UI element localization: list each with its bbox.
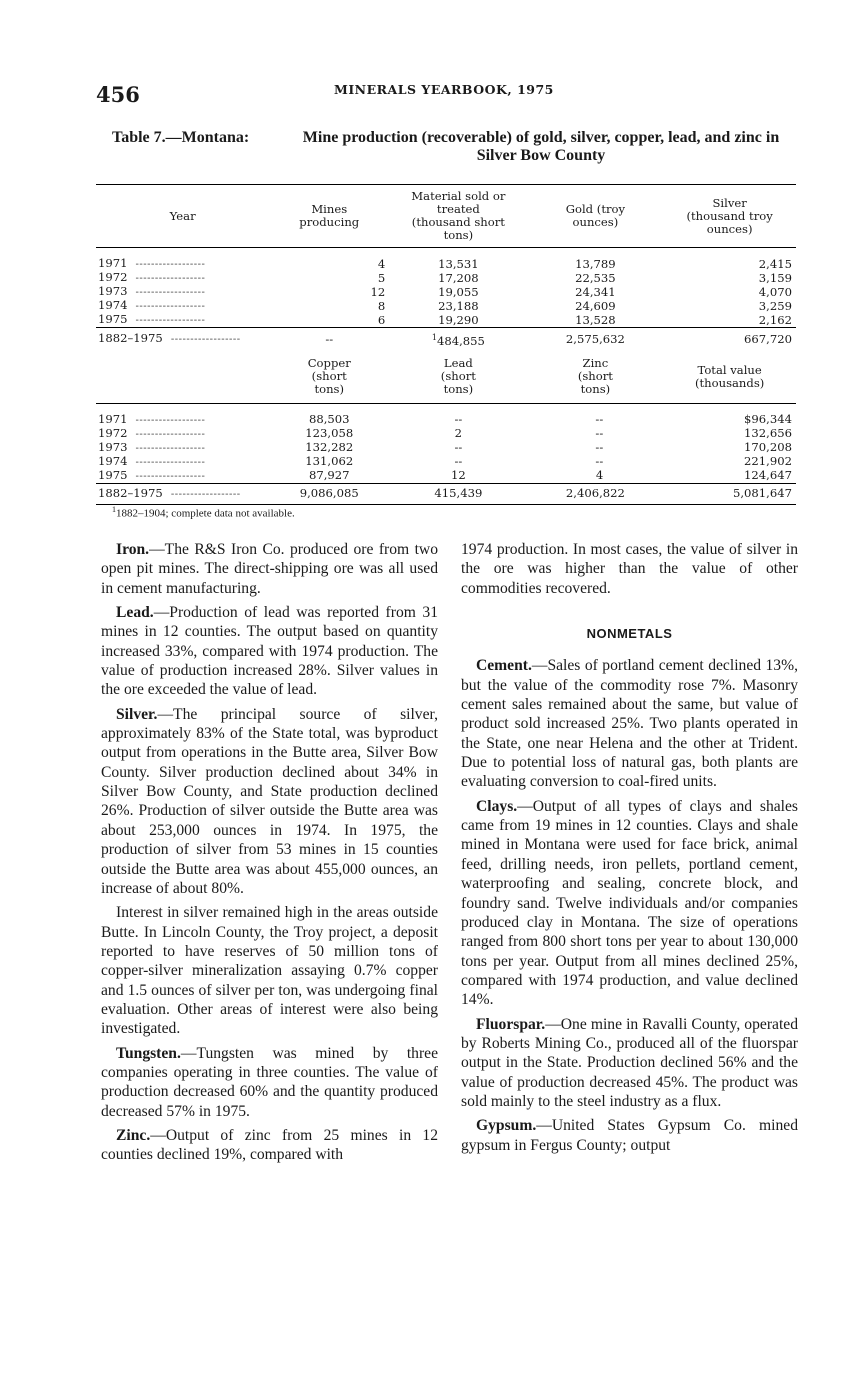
right-column (461, 540, 798, 1160)
table-cell: 3,159 (758, 270, 792, 285)
year-cell: 1972 ------------------ (98, 425, 206, 440)
table-cell: $96,344 (744, 412, 792, 427)
table-cell: 24,609 (575, 298, 616, 313)
running-head: MINERALS YEARBOOK, 1975 (334, 82, 554, 97)
table-caption: Mine production (recoverable) of gold, silver, copper, lead, and zinc in Silver Bow County (302, 129, 780, 164)
table-cell: 221,902 (744, 454, 792, 469)
clays-paragraph: Clays.—Output of all types of clays and shales came from 19 mines in 12 counties. Clays and shale mined in Montana were used for face brick, animal feed, drilling needs, iron pellets, portland cement, waterproofing and sealing, concrete block, and foundry sand. Twelve individuals and/or companies produced clay in Montana. The size of operations ranged from 800 short tons per year to about 130,000 tons per year. Output from all mines declined 25%, compared with 1974 production, and value declined 14%. (461, 797, 798, 1009)
table-cell: 17,208 (438, 270, 479, 285)
year-cell: 1975 ------------------ (98, 467, 206, 482)
year-cell: 1882–1975 ------------------ (96, 328, 269, 351)
table-cell: 12 (450, 468, 466, 483)
year-cell: 1971 ------------------ (98, 411, 206, 426)
table-cell: -- (454, 454, 463, 469)
col-gold: Gold (troy ounces) (528, 185, 664, 248)
table-cell: 2,415 (758, 256, 792, 271)
col-silver: Silver (thousand troy ounces) (663, 185, 796, 248)
year-cell: 1974 ------------------ (98, 453, 206, 468)
table-cell: -- (454, 412, 463, 427)
table-cell: 24,341 (575, 284, 616, 299)
year-cell: 1973 ------------------ (98, 439, 206, 454)
table-cell: -- (269, 328, 389, 351)
table-row (96, 248, 796, 272)
table-cell: 9,086,085 (269, 483, 389, 504)
iron-paragraph: Iron.—The R&S Iron Co. produced ore from two open pit mines. The direct-shipping ore was all used in cement manufacturing. (101, 541, 438, 597)
table-cell: 123,058 (305, 426, 354, 441)
page-header (96, 78, 802, 108)
lead-paragraph: Lead.—Production of lead was reported from 31 mines in 12 counties. The output based on quantity increased 33%, compared with 1974 production. The value of production increased 28%. Silver values in the ore exceeded the value of lead. (101, 604, 438, 699)
table-cell: 2 (454, 426, 463, 441)
table-cell: -- (595, 426, 604, 441)
table-row (96, 469, 796, 484)
table-row (96, 441, 796, 455)
table-cell: -- (595, 454, 604, 469)
table-cell: 13,528 (575, 312, 616, 327)
total-row (96, 483, 796, 504)
table-cell: $^1$484,855 (389, 328, 527, 351)
year-cell: 1974 ------------------ (98, 298, 206, 312)
production-table (96, 184, 796, 505)
fluorspar-paragraph: Fluorspar.—One mine in Ravalli County, operated by Roberts Mining Co., produced all of the fluorspar output in the State. Production declined 56% and the value of production decreased 45%. The product was sold mainly to the steel industry as a flux. (461, 1015, 798, 1110)
table-row (96, 403, 796, 427)
table-cell: 132,656 (744, 426, 792, 441)
table-cell: 132,282 (305, 440, 354, 455)
table-cell: 19,290 (438, 312, 479, 327)
left-column (101, 540, 438, 1170)
table-cell: 2,162 (758, 312, 792, 327)
table-row (96, 313, 796, 328)
table-cell: 13,531 (438, 256, 479, 271)
table-cell: 131,062 (305, 454, 354, 469)
table-cell: 19,055 (438, 284, 479, 299)
cement-paragraph: Cement.—Sales of portland cement declined 13%, but the value of the commodity rose 7%. Masonry cement sales remained about the same, but value of product sold increased 25%. Two plants operated in the State, one near Helena and the other at Trident. Due to potential loss of natural gas, both plants are evaluating conversion to coal-fired units. (461, 657, 798, 791)
table-cell: 5 (377, 270, 386, 285)
table-cell: 4,070 (758, 284, 792, 299)
table-row (96, 285, 796, 299)
page-number: 456 (96, 82, 140, 107)
col-material: Material sold or treated (thousand short tons) (389, 185, 527, 248)
col-zinc: Zinc (short tons) (528, 351, 664, 404)
table-cell: 23,188 (438, 298, 479, 313)
table-row (96, 427, 796, 441)
table-cell: -- (454, 440, 463, 455)
table-row (96, 299, 796, 313)
col-copper: Copper (short tons) (269, 351, 389, 404)
table-cell: 12 (370, 284, 386, 299)
table-cell: 170,208 (744, 440, 792, 455)
year-cell: 1973 ------------------ (98, 284, 206, 298)
gypsum-paragraph: Gypsum.—United States Gypsum Co. mined gypsum in Fergus County; output (461, 1117, 798, 1154)
table-cell: -- (595, 440, 604, 455)
table-cell: 5,081,647 (663, 483, 796, 504)
tungsten-paragraph: Tungsten.—Tungsten was mined by three companies operating in three counties. The value of production decreased 60% and the quantity produced decreased 57% in 1975. (101, 1044, 438, 1120)
table-cell: 415,439 (389, 483, 527, 504)
nonmetals-heading: NONMETALS (586, 626, 673, 642)
table-cell: 124,647 (744, 468, 792, 483)
table-cell: 6 (377, 312, 386, 327)
col-year: Year (96, 185, 269, 248)
table-row (96, 455, 796, 469)
year-cell: 1882–1975 ------------------ (96, 483, 269, 504)
table-footnote: $^1$1882–1904; complete data not available. (112, 505, 295, 520)
table-label: Table 7.—Montana: (112, 129, 250, 146)
table-cell: -- (595, 412, 604, 427)
table-cell: 88,503 (308, 412, 350, 427)
interest-paragraph: Interest in silver remained high in the areas outside Butte. In Lincoln County, the Troy project, a deposit reported to have reserves of 50 million tons of copper-silver mineralization assaying 0.7% copper and 1.5 ounces of silver per ton, was undergoing final evaluation. Other areas of interest were also being investigated. (101, 904, 438, 1038)
col-value: Total value (thousands) (663, 351, 796, 404)
col-mines: Mines producing (269, 185, 389, 248)
table-cell: 13,789 (575, 256, 616, 271)
col-lead: Lead (short tons) (389, 351, 527, 404)
year-cell: 1972 ------------------ (98, 270, 206, 284)
silver-paragraph: Silver.—The principal source of silver, approximately 83% of the State total, was byproduct output from operations in the Butte area, Silver Bow County. Silver production declined about 34% in Silver Bow County, and State production declined 26%. Production of silver outside the Butte area was about 253,000 ounces in 1974. In 1975, the production of silver from 53 mines in 15 counties outside the Butte area was about 455,000 ounces, an increase of about 80%. (101, 705, 438, 897)
table-cell: 2,406,822 (528, 483, 664, 504)
table-cell: 2,575,632 (528, 328, 664, 351)
year-cell: 1975 ------------------ (98, 312, 206, 326)
table-cell: 4 (595, 468, 604, 483)
table-cell: 667,720 (663, 328, 796, 351)
table-cell: 8 (377, 298, 386, 313)
total-row (96, 328, 796, 351)
table-cell: 22,535 (575, 270, 616, 285)
table-row (96, 271, 796, 285)
table-cell: 3,259 (758, 298, 792, 313)
zinc-continued: 1974 production. In most cases, the value of silver in the ore was higher than the value of other commodities recovered. (461, 541, 798, 597)
zinc-paragraph: Zinc.—Output of zinc from 25 mines in 12 counties declined 19%, compared with (101, 1126, 438, 1164)
table-cell: 4 (377, 256, 386, 271)
year-cell: 1971 ------------------ (98, 256, 206, 270)
table-cell: 87,927 (308, 468, 350, 483)
